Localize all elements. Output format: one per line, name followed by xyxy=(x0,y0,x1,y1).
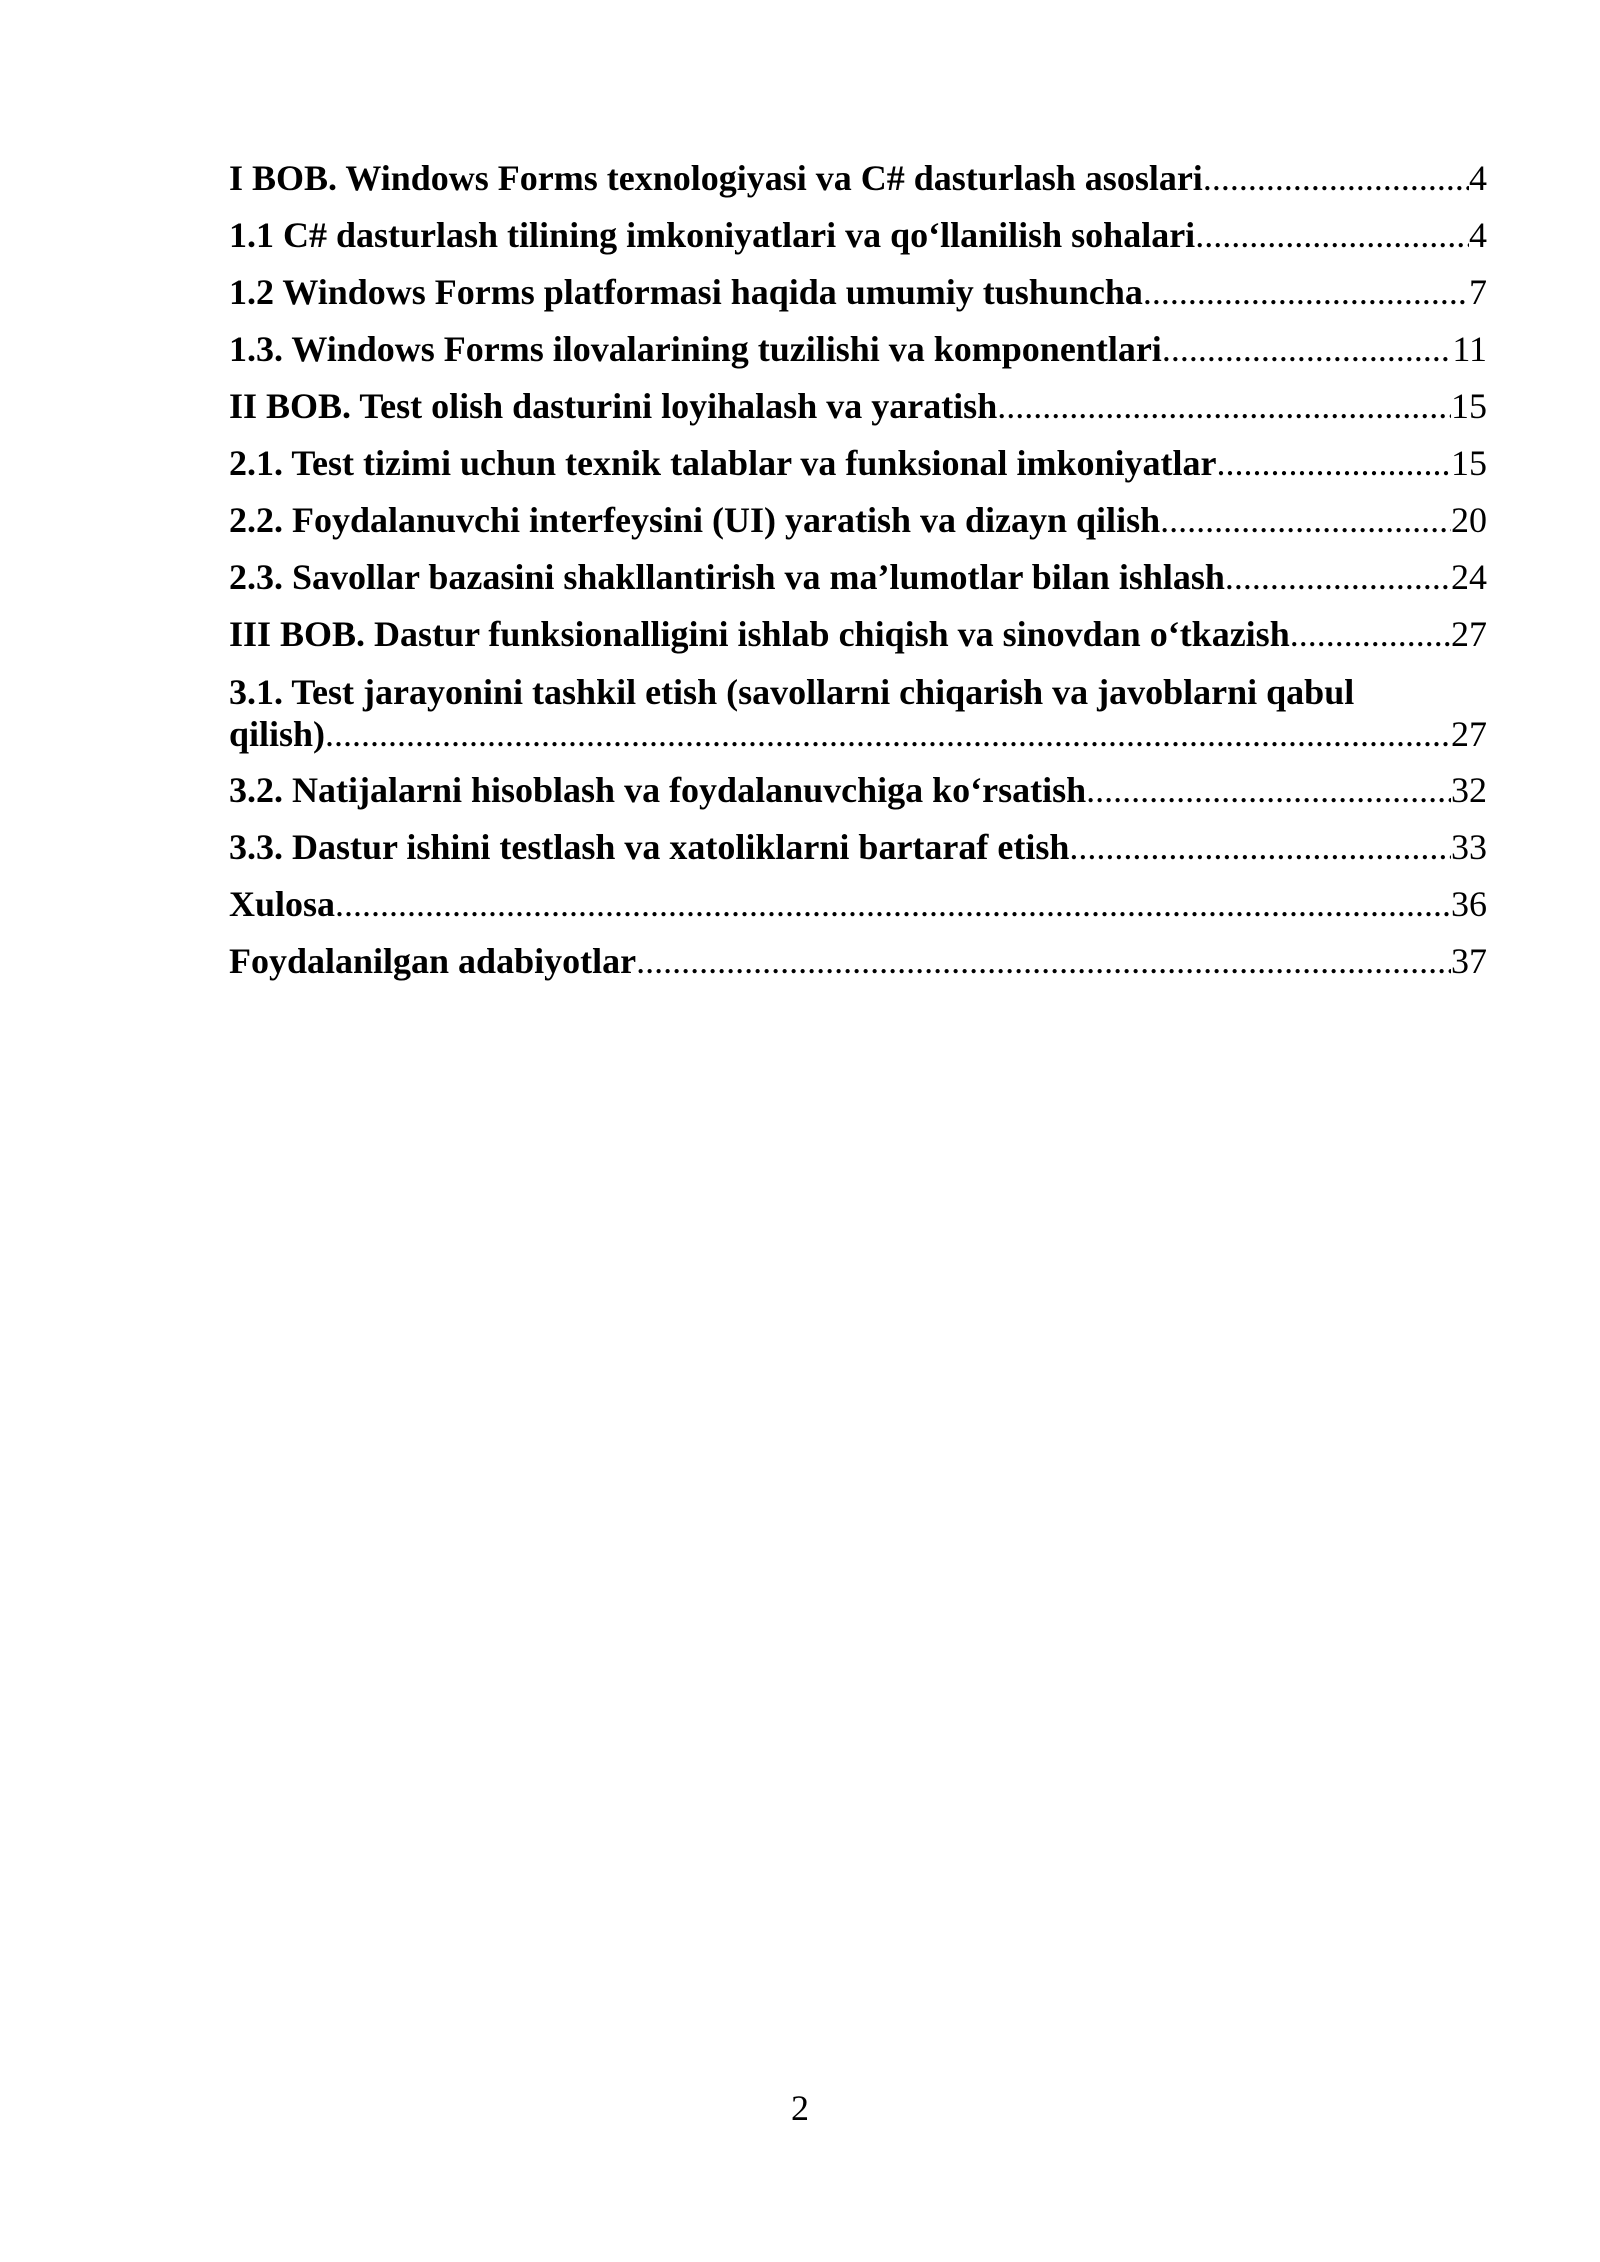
toc-entry-title: 1.3. Windows Forms ilovalarining tuzilishi va komponentlari xyxy=(229,329,1162,369)
toc-entry[interactable] xyxy=(229,606,1487,663)
toc-entry-title: 3.1. Test jarayonini tashkil etish (savollarni chiqarish va javoblarni qabul xyxy=(229,672,1355,712)
page-number: 2 xyxy=(791,2088,809,2128)
toc-entry-title: 2.1. Test tizimi uchun texnik talablar va funksional imkoniyatlar xyxy=(229,443,1217,483)
toc-entry-title: 2.2. Foydalanuvchi interfeysini (UI) yaratish va dizayn qilish xyxy=(229,500,1161,540)
toc-entry[interactable] xyxy=(229,671,1487,762)
toc-entry-page: 15 xyxy=(1451,386,1487,426)
toc-entry-title: 2.3. Savollar bazasini shakllantirish va ma’lumotlar bilan ishlash xyxy=(229,557,1225,597)
toc-dot-leader xyxy=(1217,435,1451,492)
toc-entry-page: 33 xyxy=(1451,827,1487,867)
toc-entry[interactable] xyxy=(229,876,1487,933)
toc-dot-leader xyxy=(636,933,1451,990)
toc-entry-title-continued: qilish) xyxy=(229,714,326,754)
toc-entry[interactable] xyxy=(229,933,1487,990)
toc-entry-page: 11 xyxy=(1452,329,1487,369)
toc-entry-page: 4 xyxy=(1469,158,1487,198)
toc-entry-page: 4 xyxy=(1469,215,1487,255)
toc-entry-page: 7 xyxy=(1469,272,1487,312)
toc-entry[interactable] xyxy=(229,207,1487,264)
toc-entry[interactable] xyxy=(229,762,1487,819)
toc-dot-leader xyxy=(1069,819,1451,876)
table-of-contents xyxy=(229,150,1487,990)
toc-dot-leader xyxy=(1086,762,1451,819)
toc-entry[interactable] xyxy=(229,264,1487,321)
toc-entry-title: 3.2. Natijalarni hisoblash va foydalanuvchiga ko‘rsatish xyxy=(229,770,1087,810)
toc-dot-leader xyxy=(1225,549,1451,606)
toc-entry-title: 3.3. Dastur ishini testlash va xatoliklarni bartaraf etish xyxy=(229,827,1070,867)
toc-entry-title: III BOB. Dastur funksionalligini ishlab chiqish va sinovdan o‘tkazish xyxy=(229,614,1290,654)
toc-entry-page: 36 xyxy=(1451,884,1487,924)
toc-entry-title: 1.2 Windows Forms platformasi haqida umumiy tushuncha xyxy=(229,272,1143,312)
toc-dot-leader xyxy=(1143,264,1469,321)
toc-entry[interactable] xyxy=(229,819,1487,876)
toc-entry-page: 27 xyxy=(1451,614,1487,654)
toc-entry-title: 1.1 C# dasturlash tilining imkoniyatlari va qo‘llanilish sohalari xyxy=(229,215,1196,255)
toc-entry-title: II BOB. Test olish dasturini loyihalash va yaratish xyxy=(229,386,998,426)
toc-entry-page: 27 xyxy=(1451,714,1487,754)
toc-dot-leader xyxy=(325,713,1451,755)
toc-entry-second-line xyxy=(229,713,1487,762)
toc-dot-leader xyxy=(1290,606,1451,663)
toc-entry-page: 32 xyxy=(1451,770,1487,810)
toc-dot-leader xyxy=(1195,207,1469,264)
toc-entry[interactable] xyxy=(229,150,1487,207)
toc-entry[interactable] xyxy=(229,321,1487,378)
toc-entry[interactable] xyxy=(229,492,1487,549)
toc-entry-title: I BOB. Windows Forms texnologiyasi va C# dasturlash asoslari xyxy=(229,158,1203,198)
toc-entry-page: 20 xyxy=(1451,500,1487,540)
toc-dot-leader xyxy=(997,378,1451,435)
toc-entry-page: 15 xyxy=(1451,443,1487,483)
toc-dot-leader xyxy=(1160,492,1451,549)
toc-entry[interactable] xyxy=(229,378,1487,435)
toc-dot-leader xyxy=(335,876,1451,933)
toc-dot-leader xyxy=(1162,321,1453,378)
toc-entry-title: Foydalanilgan adabiyotlar xyxy=(229,941,637,981)
toc-entry-page: 24 xyxy=(1451,557,1487,597)
toc-entry-title: Xulosa xyxy=(229,884,336,924)
toc-entry-page: 37 xyxy=(1451,941,1487,981)
toc-dot-leader xyxy=(1203,150,1469,207)
toc-entry[interactable] xyxy=(229,435,1487,492)
toc-entry[interactable] xyxy=(229,549,1487,606)
